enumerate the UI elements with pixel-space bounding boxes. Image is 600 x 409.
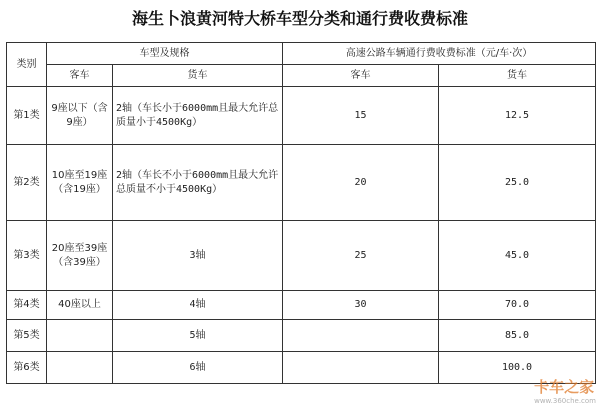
header-category: 类别 xyxy=(7,43,47,87)
toll-passenger-cell: 25 xyxy=(283,221,439,291)
category-cell: 第4类 xyxy=(7,291,47,320)
page-title: 海生卜浪黄河特大桥车型分类和通行费收费标准 xyxy=(131,9,468,28)
freight-cell: 6轴 xyxy=(113,352,283,384)
table-row xyxy=(7,145,596,221)
category-cell: 第1类 xyxy=(7,87,47,145)
passenger-cell: 9座以下（含9座） xyxy=(47,87,113,145)
toll-freight-cell: 25.0 xyxy=(439,145,596,221)
toll-freight-cell: 100.0 xyxy=(439,352,596,384)
passenger-cell: 20座至39座（含39座） xyxy=(47,221,113,291)
header-toll-standard: 高速公路车辆通行费收费标准（元/车·次） xyxy=(283,43,596,65)
watermark-url: www.360che.com xyxy=(534,397,596,405)
toll-freight-cell: 45.0 xyxy=(439,221,596,291)
header-row-2 xyxy=(7,65,596,87)
passenger-cell xyxy=(47,352,113,384)
freight-cell: 5轴 xyxy=(113,320,283,352)
header-freight: 货车 xyxy=(113,65,283,87)
category-cell: 第5类 xyxy=(7,320,47,352)
watermark xyxy=(534,376,596,405)
table-row xyxy=(7,320,596,352)
table-row xyxy=(7,87,596,145)
header-passenger: 客车 xyxy=(47,65,113,87)
watermark-text: 卡车之家 xyxy=(534,378,595,396)
freight-cell: 4轴 xyxy=(113,291,283,320)
header-vehicle-spec: 车型及规格 xyxy=(47,43,283,65)
toll-passenger-cell: 20 xyxy=(283,145,439,221)
table-row xyxy=(7,291,596,320)
passenger-cell xyxy=(47,320,113,352)
freight-cell: 3轴 xyxy=(113,221,283,291)
freight-cell: 2轴（车长小于6000mm且最大允许总质量小于4500Kg） xyxy=(113,87,283,145)
toll-passenger-cell: 15 xyxy=(283,87,439,145)
passenger-cell: 10座至19座（含19座） xyxy=(47,145,113,221)
header-toll-freight: 货车 xyxy=(439,65,596,87)
toll-passenger-cell: 30 xyxy=(283,291,439,320)
header-toll-passenger: 客车 xyxy=(283,65,439,87)
toll-freight-cell: 12.5 xyxy=(439,87,596,145)
toll-freight-cell: 70.0 xyxy=(439,291,596,320)
toll-table xyxy=(6,42,596,384)
table-row xyxy=(7,221,596,291)
category-cell: 第3类 xyxy=(7,221,47,291)
toll-freight-cell: 85.0 xyxy=(439,320,596,352)
passenger-cell: 40座以上 xyxy=(47,291,113,320)
category-cell: 第2类 xyxy=(7,145,47,221)
toll-passenger-cell xyxy=(283,352,439,384)
freight-cell: 2轴（车长不小于6000mm且最大允许总质量不小于4500Kg） xyxy=(113,145,283,221)
toll-passenger-cell xyxy=(283,320,439,352)
header-row-1 xyxy=(7,43,596,65)
category-cell: 第6类 xyxy=(7,352,47,384)
table-row xyxy=(7,352,596,384)
